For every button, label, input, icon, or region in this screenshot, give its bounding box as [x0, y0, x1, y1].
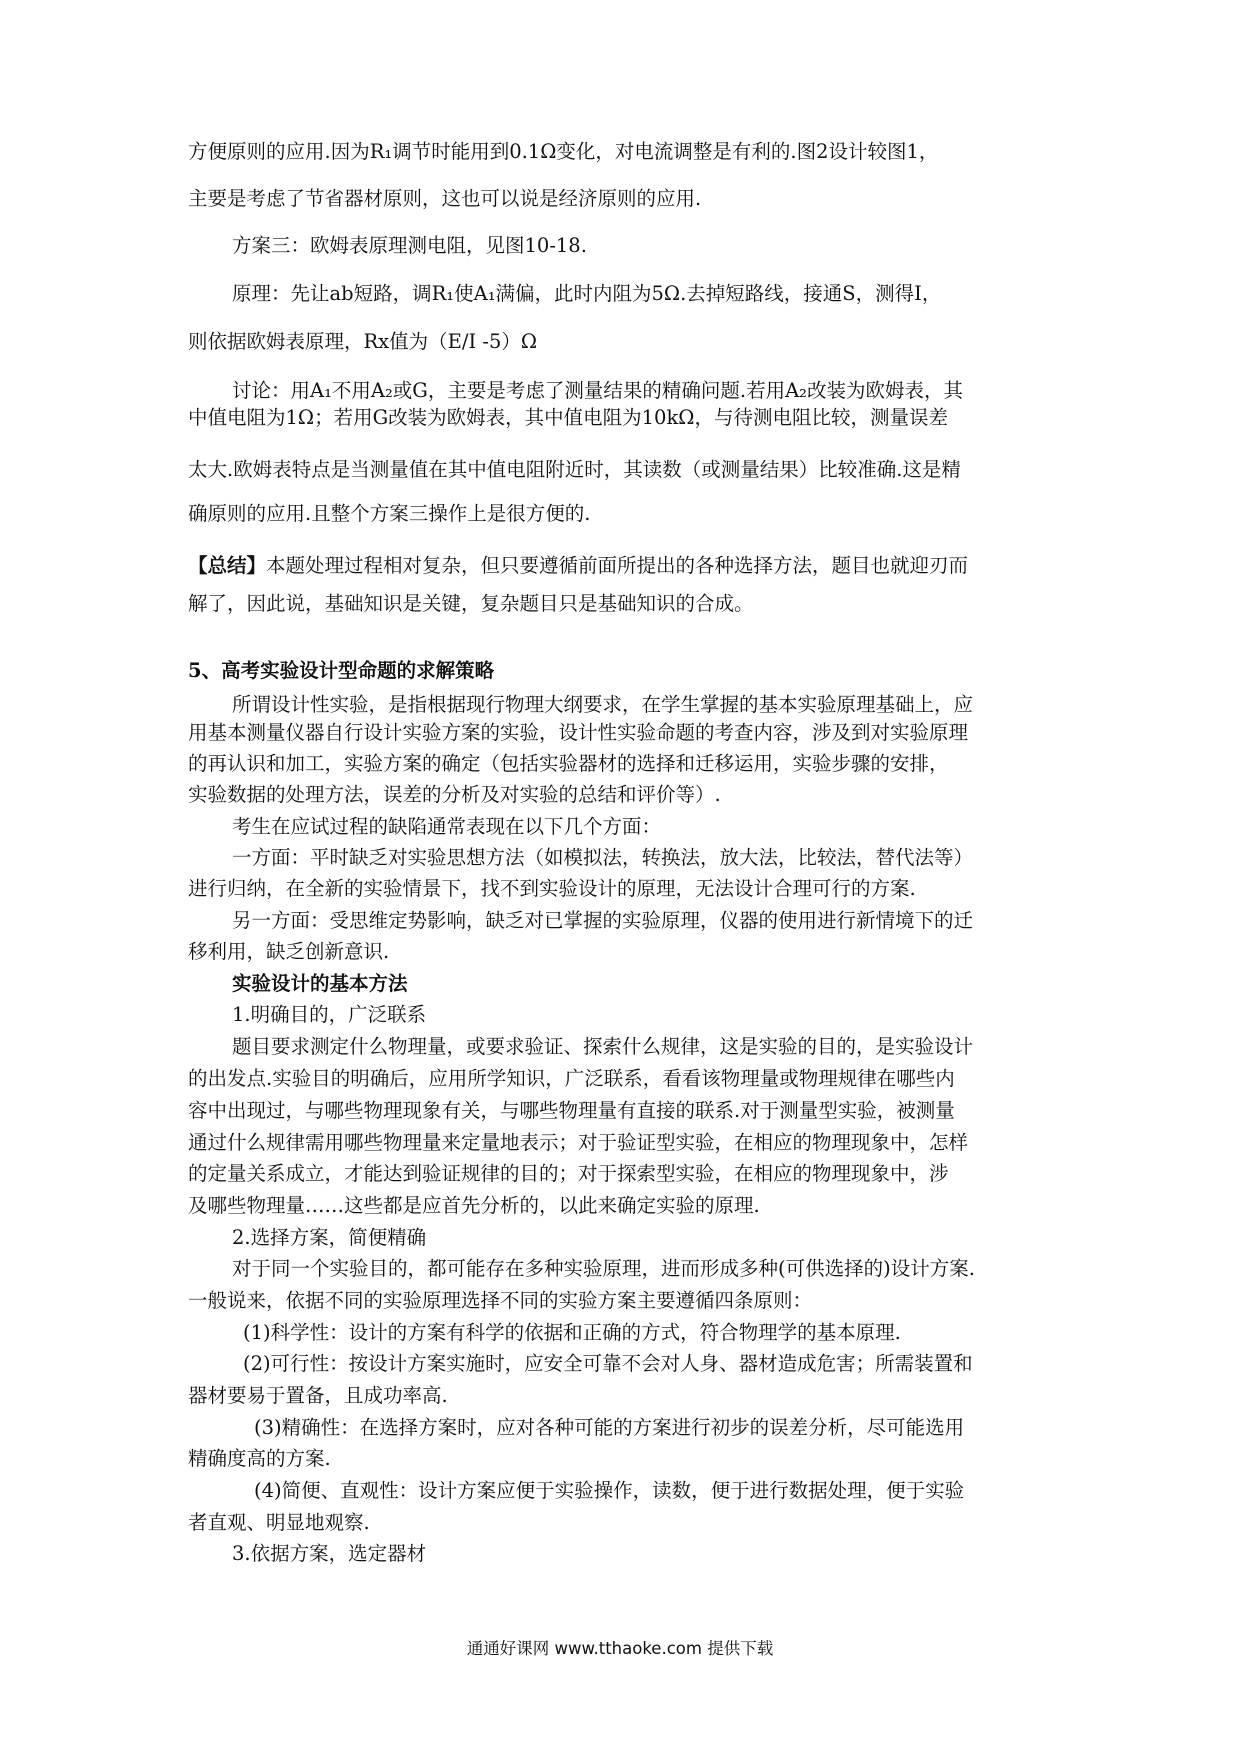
text-line: 原理：先让ab短路，调R₁使A₁满偏，此时内阻为5Ω.去掉短路线，接通S，测得I，	[232, 282, 942, 305]
summary-line-2: 解了，因此说，基础知识是关键，复杂题目只是基础知识的合成。	[188, 592, 754, 615]
text-line: 一方面：平时缺乏对实验思想方法（如模拟法，转换法，放大法，比较法，替代法等）	[232, 846, 974, 869]
text-line: (2)可行性：按设计方案实施时，应安全可靠不会对人身、器材造成危害；所需装置和	[243, 1352, 973, 1375]
text-line: 2.选择方案，简便精确	[232, 1226, 427, 1249]
text-line: 移利用，缺乏创新意识.	[188, 940, 390, 963]
subheading: 实验设计的基本方法	[232, 972, 408, 995]
text-line: 精确度高的方案.	[188, 1447, 331, 1470]
text-line: (3)精确性：在选择方案时，应对各种可能的方案进行初步的误差分析，尽可能选用	[254, 1416, 965, 1439]
text-line: 方案三：欧姆表原理测电阻，见图10-18.	[232, 234, 587, 257]
text-line: 方便原则的应用.因为R₁调节时能用到0.1Ω变化，对电流调整是有利的.图2设计较图1，	[188, 140, 939, 163]
text-line: 对于同一个实验目的，都可能存在多种实验原理，进而形成多种(可供选择的)设计方案.	[232, 1257, 975, 1280]
text-line: 器材要易于置备，且成功率高.	[188, 1384, 448, 1407]
text-line: 考生在应试过程的缺陷通常表现在以下几个方面：	[232, 815, 662, 838]
text-line: 主要是考虑了节省器材原则，这也可以说是经济原则的应用.	[188, 187, 702, 210]
text-line: 的定量关系成立，才能达到验证规律的目的；对于探索型实验，在相应的物理现象中，涉	[188, 1162, 949, 1185]
text-line: 则依据欧姆表原理，Rx值为（E/I -5）Ω	[188, 330, 538, 353]
text-line: 太大.欧姆表特点是当测量值在其中值电阻附近时，其读数（或测量结果）比较准确.这是精	[188, 458, 961, 481]
text-line: 所谓设计性实验，是指根据现行物理大纲要求，在学生掌握的基本实验原理基础上，应	[232, 693, 974, 716]
text-line: 一般说来，依据不同的实验原理选择不同的实验方案主要遵循四条原则：	[188, 1289, 813, 1312]
summary-tag: 【总结】	[188, 554, 267, 577]
summary-line-1	[188, 551, 1068, 581]
text-line: 的出发点.实验目的明确后，应用所学知识，广泛联系，看看该物理量或物理规律在哪些内	[188, 1067, 955, 1090]
text-line: 讨论：用A₁不用A₂或G，主要是考虑了测量结果的精确问题.若用A₂改装为欧姆表，其	[232, 379, 963, 402]
text-line: 用基本测量仪器自行设计实验方案的实验，设计性实验命题的考查内容，涉及到对实验原理	[188, 721, 969, 744]
page-footer: 通通好课网 www.tthaoke.com 提供下载	[466, 1639, 774, 1658]
text-line: 者直观、明显地观察.	[188, 1511, 370, 1534]
text-line: 3.依据方案，选定器材	[232, 1542, 427, 1565]
summary-text: 本题处理过程相对复杂，但只要遵循前面所提出的各种选择方法，题目也就迎刃而	[266, 554, 969, 577]
text-line: (1)科学性：设计的方案有科学的依据和正确的方式，符合物理学的基本原理.	[243, 1321, 901, 1344]
text-line: 另一方面：受思维定势影响，缺乏对已掌握的实验原理，仪器的使用进行新情境下的迁	[232, 909, 974, 932]
text-line: 及哪些物理量……这些都是应首先分析的，以此来确定实验的原理.	[188, 1194, 760, 1217]
text-line: 实验数据的处理方法，误差的分析及对实验的总结和评价等）.	[188, 783, 721, 806]
text-line: 的再认识和加工，实验方案的确定（包括实验器材的选择和迁移运用，实验步骤的安排，	[188, 752, 949, 775]
text-line: 通过什么规律需用哪些物理量来定量地表示；对于验证型实验，在相应的物理现象中，怎样	[188, 1131, 969, 1154]
text-line: 1.明确目的，广泛联系	[232, 1003, 427, 1026]
text-line: 确原则的应用.且整个方案三操作上是很方便的.	[188, 502, 591, 525]
text-line: 题目要求测定什么物理量，或要求验证、探索什么规律，这是实验的目的，是实验设计	[232, 1035, 974, 1058]
section-heading: 5、高考实验设计型命题的求解策略	[188, 659, 495, 682]
text-line: (4)简便、直观性：设计方案应便于实验操作，读数，便于进行数据处理，便于实验	[254, 1479, 965, 1502]
text-line: 进行归纳，在全新的实验情景下，找不到实验设计的原理，无法设计合理可行的方案.	[188, 877, 916, 900]
text-line: 中值电阻为1Ω；若用G改装为欧姆表，其中值电阻为10kΩ，与待测电阻比较，测量误差	[188, 406, 948, 429]
text-line: 容中出现过，与哪些物理现象有关，与哪些物理量有直接的联系.对于测量型实验，被测量	[188, 1099, 955, 1122]
